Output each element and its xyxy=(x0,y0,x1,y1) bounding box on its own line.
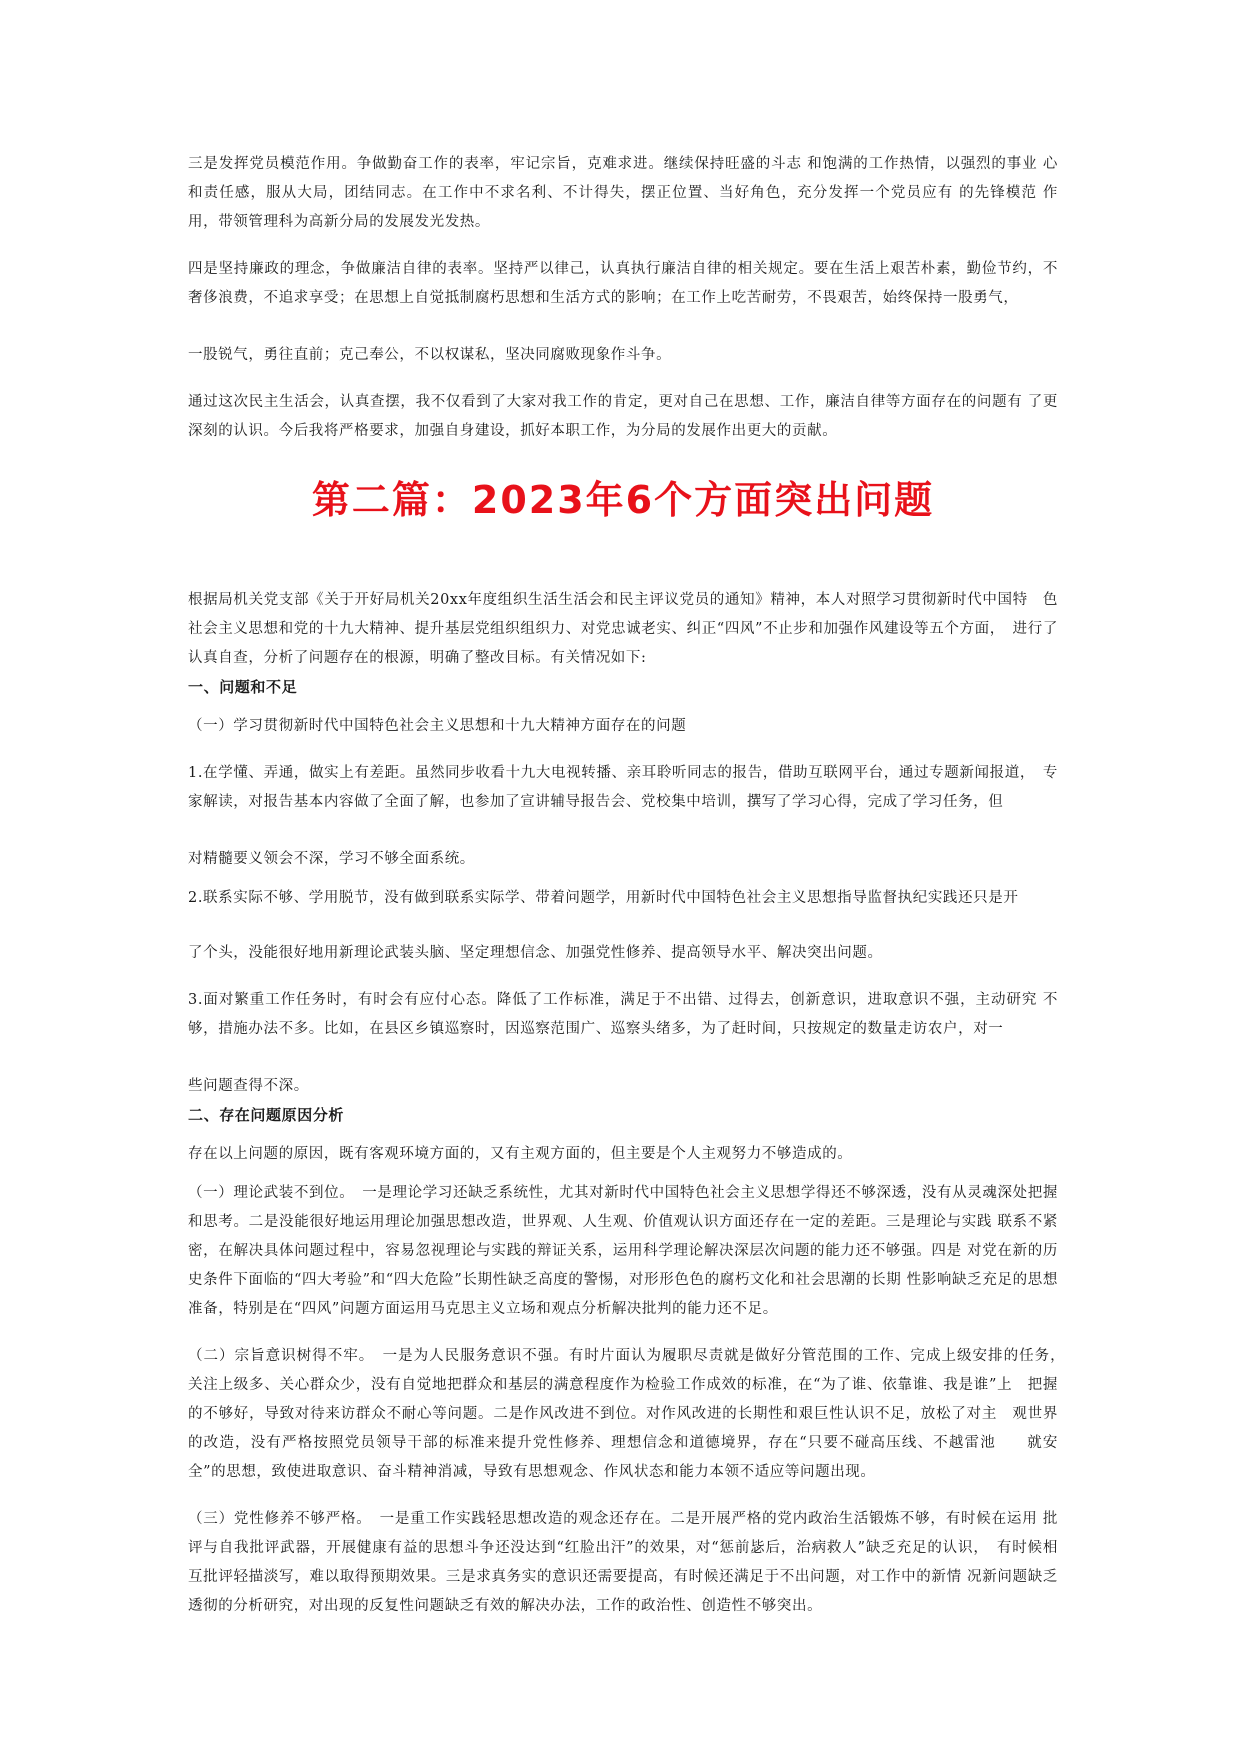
item-1-cont: 对精髓要义领会不深，学习不够全面系统。 xyxy=(188,851,475,867)
paragraph-cause-2: （二）宗旨意识树得不牢。 一是为人民服务意识不强。有时片面认为履职尽责就是做好分管范围的工作、完成上级安排的任务， 关注上级多、关心群众少，没有自觉地把群众和基层的满意程度作为检验工作成效的标准，在“为了谁、依靠谁、我是谁”上 把握的不够好，导致对待来访群众不耐心等问题。二是作风改进不到位。对作风改进的长期性和艰巨性认识不足，放松了对主 观世界的改造，没有严格按照党员领导干部的标准来提升党性修养、理想信念和道德境界，存在“只要不碰高压线、不越雷池 就安全”的思想，致使进取意识、奋斗精神消减，导致有思想观念、作风状态和能力本领不适应等问题出现。 xyxy=(188,1348,1074,1480)
document-page xyxy=(188,150,1074,1621)
item-2-cont: 了个头，没能很好地用新理论武装头脑、坚定理想信念、加强党性修养、提高领导水平、解决突出问题。 xyxy=(188,945,883,961)
item-2: 2.联系实际不够、学用脱节，没有做到联系实际学、带着问题学，用新时代中国特色社会主义思想指导监督执纪实践还只是开 xyxy=(188,890,1019,906)
subheading-study: （一）学习贯彻新时代中国特色社会主义思想和十九大精神方面存在的问题 xyxy=(188,718,687,734)
heading-causes: 二、存在问题原因分析 xyxy=(188,1106,345,1124)
paragraph-cause-1: （一）理论武装不到位。 一是理论学习还缺乏系统性，尤其对新时代中国特色社会主义思想学得还不够深透，没有从灵魂深处把握和思考。二是没能很好地运用理论加强思想改造，世界观、人生观、价值观认识方面还存在一定的差距。三是理论与实践 联系不紧密，在解决具体问题过程中，容易忽视理论与实践的辩证关系，运用科学理论解决深层次问题的能力还不够强。四是 对党在新的历史条件下面临的“四大考验”和“四大危险”长期性缺乏高度的警惕，对形形色色的腐朽文化和社会思潮的长期 性影响缺乏充足的思想准备，特别是在“四风”问题方面运用马克思主义立场和观点分析解决批判的能力还不足。 xyxy=(188,1185,1058,1317)
item-3-cont: 些问题查得不深。 xyxy=(188,1078,309,1094)
item-1: 1.在学懂、弄通，做实上有差距。虽然同步收看十九大电视转播、亲耳聆听同志的报告，借助互联网平台，通过专题新闻报道， 专家解读，对报告基本内容做了全面了解，也参加了宣讲辅导报告会、党校集中培训，撰写了学习心得，完成了学习任务，但 xyxy=(188,765,1058,810)
paragraph-intro: 根据局机关党支部《关于开好局机关20xx年度组织生活生活会和民主评议党员的通知》精神，本人对照学习贯彻新时代中国特 色社会主义思想和党的十九大精神、提升基层党组织组织力、对党忠诚老实、纠正“四风”不止步和加强作风建设等五个方面， 进行了认真自查，分析了问题存在的根源，明确了整改目标。有关情况如下: xyxy=(188,592,1058,666)
paragraph-integrity: 四是坚持廉政的理念，争做廉洁自律的表率。坚持严以律己，认真执行廉洁自律的相关规定。要在生活上艰苦朴素，勤俭节约，不奢侈浪费，不追求享受；在思想上自觉抵制腐朽思想和生活方式的影响；在工作上吃苦耐劳，不畏艰苦，始终保持一股勇气， xyxy=(188,261,1058,306)
paragraph-integrity-cont: 一股锐气，勇往直前；克己奉公，不以权谋私，坚决同腐败现象作斗争。 xyxy=(188,347,672,363)
item-3: 3.面对繁重工作任务时，有时会有应付心态。降低了工作标准，满足于不出错、过得去，创新意识，进取意识不强，主动研究 不够，措施办法不多。比如，在县区乡镇巡察时，因巡察范围广、巡察头绪多，为了赶时间，只按规定的数量走访农户，对一 xyxy=(188,992,1058,1037)
heading-problems: 一、问题和不足 xyxy=(188,678,298,696)
paragraph-role-model: 三是发挥党员模范作用。争做勤奋工作的表率，牢记宗旨，克难求进。继续保持旺盛的斗志 和饱满的工作热情，以强烈的事业 心和责任感，服从大局，团结同志。在工作中不求名利、不计得失，摆正位置、当好角色，充分发挥一个党员应有 的先锋模范 作用，带领管理科为高新分局的发展发光发热。 xyxy=(188,156,1058,230)
section-title: 第二篇：2023年6个方面突出问题 xyxy=(311,478,935,522)
paragraph-conclusion: 通过这次民主生活会，认真查摆，我不仅看到了大家对我工作的肯定，更对自己在思想、工作，廉洁自律等方面存在的问题有 了更深刻的认识。今后我将严格要求，加强自身建设，抓好本职工作，为分局的发展作出更大的贡献。 xyxy=(188,394,1058,439)
paragraph-cause-intro: 存在以上问题的原因，既有客观环境方面的，又有主观方面的，但主要是个人主观努力不够造成的。 xyxy=(188,1146,853,1162)
paragraph-cause-3: （三）党性修养不够严格。 一是重工作实践轻思想改造的观念还存在。二是开展严格的党内政治生活锻炼不够，有时候在运用 批评与自我批评武器，开展健康有益的思想斗争还没达到“红脸出汗”的效果，对“惩前毖后，治病救人”缺乏充足的认识， 有时候相互批评轻描淡写，难以取得预期效果。三是求真务实的意识还需要提高，有时候还满足于不出问题，对工作中的新情 况新问题缺乏透彻的分析研究，对出现的反复性问题缺乏有效的解决办法，工作的政治性、创造性不够突出。 xyxy=(188,1511,1058,1614)
